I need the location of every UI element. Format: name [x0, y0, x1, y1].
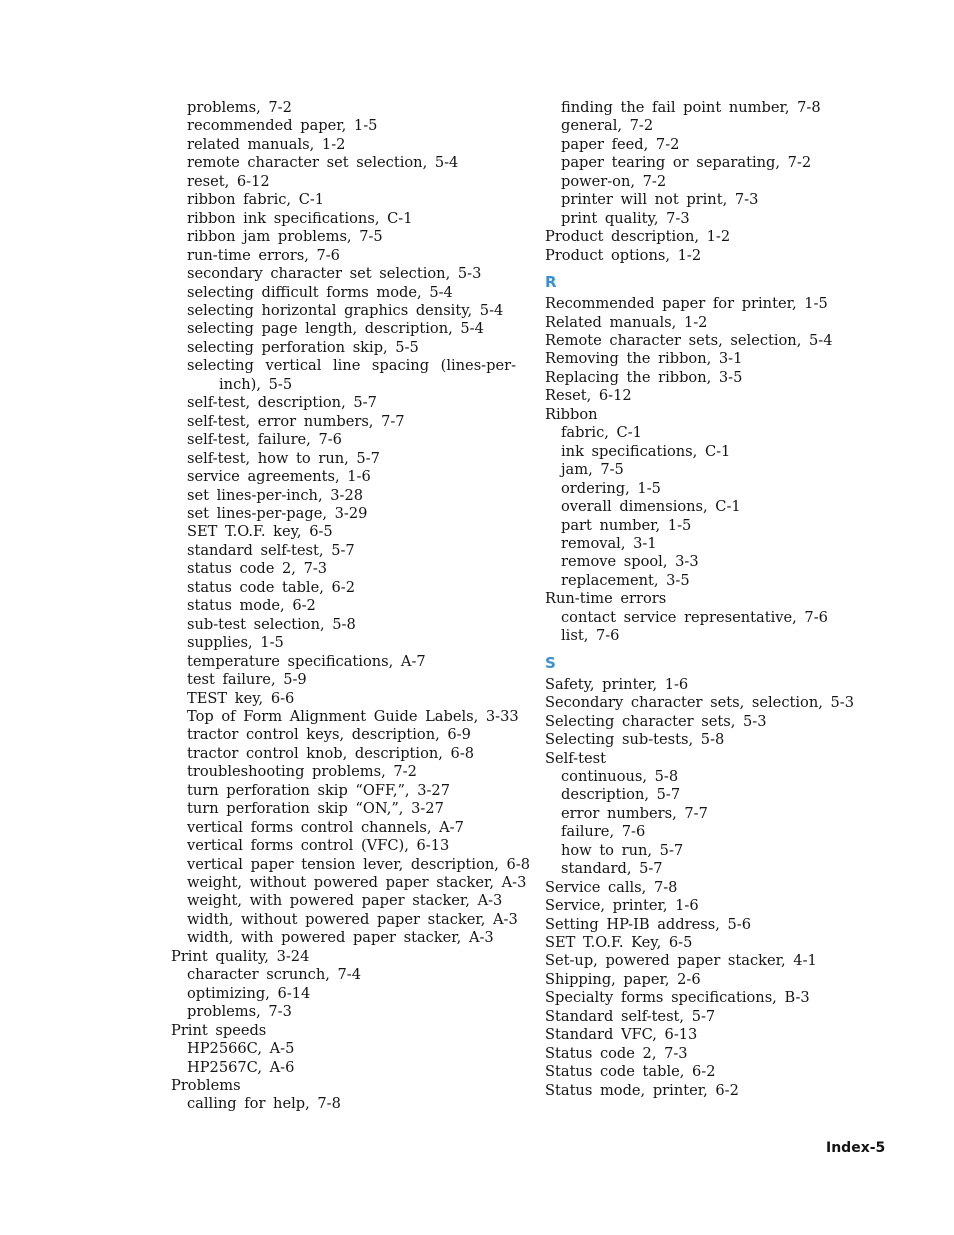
index-column-left [171, 99, 531, 1114]
index-subentry: ink specifications, C-1 [561, 442, 731, 460]
index-entry: Ribbon [545, 405, 598, 423]
index-subentry: reset, 6-12 [187, 172, 270, 190]
index-subentry: status code 2, 7-3 [187, 560, 328, 578]
index-subentry: overall dimensions, C-1 [561, 498, 741, 516]
index-subentry: selecting vertical line spacing (lines-per-inch), 5-5 [187, 357, 516, 393]
index-subentry: selecting difficult forms mode, 5-4 [187, 283, 453, 301]
index-subentry: problems, 7-2 [187, 99, 292, 116]
index-entry: Setting HP-IB address, 5-6 [545, 915, 751, 933]
index-subentry: test failure, 5-9 [187, 671, 307, 689]
index-subentry: calling for help, 7-8 [187, 1095, 341, 1113]
index-subentry: part number, 1-5 [561, 516, 692, 534]
index-subentry: character scrunch, 7-4 [187, 966, 362, 984]
index-subentry: standard self-test, 5-7 [187, 541, 355, 559]
index-subentry: power-on, 7-2 [561, 172, 667, 190]
index-column-right [545, 99, 854, 1100]
index-entry: Product options, 1-2 [545, 246, 702, 264]
index-subentry: removal, 3-1 [561, 534, 657, 552]
index-subentry: selecting perforation skip, 5-5 [187, 338, 419, 356]
index-subentry: selecting page length, description, 5-4 [187, 320, 484, 338]
index-entry: Secondary character sets, selection, 5-3 [545, 694, 854, 712]
index-subentry: paper feed, 7-2 [561, 135, 680, 153]
index-subentry: error numbers, 7-7 [561, 804, 708, 822]
index-subentry: run-time errors, 7-6 [187, 246, 340, 264]
index-subentry: how to run, 5-7 [561, 841, 684, 859]
page-number: Index-5 [826, 1140, 886, 1156]
index-subentry: tractor control keys, description, 6-9 [187, 726, 471, 744]
index-entry: Selecting sub-tests, 5-8 [545, 731, 725, 749]
index-subentry: print quality, 7-3 [561, 209, 690, 227]
index-subentry: set lines-per-page, 3-29 [187, 504, 368, 522]
index-subentry: selecting horizontal graphics density, 5-4 [187, 301, 504, 319]
index-subentry: ribbon ink specifications, C-1 [187, 209, 413, 227]
index-entry: Remote character sets, selection, 5-4 [545, 331, 833, 349]
index-subentry: paper tearing or separating, 7-2 [561, 154, 812, 172]
index-subentry: HP2566C, A-5 [187, 1040, 295, 1058]
index-entry: Specialty forms specifications, B-3 [545, 989, 810, 1007]
index-subentry: vertical paper tension lever, description, 6-8 [187, 855, 531, 873]
index-subentry: jam, 7-5 [561, 461, 624, 479]
index-entry: Set-up, powered paper stacker, 4-1 [545, 952, 817, 970]
index-subentry: SET T.O.F. key, 6-5 [187, 523, 333, 541]
index-entry: Replacing the ribbon, 3-5 [545, 368, 743, 386]
index-entry: Related manuals, 1-2 [545, 313, 708, 331]
index-subentry: tractor control knob, description, 6-8 [187, 744, 475, 762]
section-letter-r: R [545, 273, 557, 292]
index-subentry: weight, with powered paper stacker, A-3 [187, 892, 503, 910]
index-subentry: status mode, 6-2 [187, 597, 316, 615]
index-subentry: fabric, C-1 [561, 424, 642, 442]
section-letter-s: S [545, 653, 556, 672]
index-entry: Run-time errors [545, 590, 667, 608]
index-subentry: self-test, error numbers, 7-7 [187, 412, 405, 430]
index-subentry: width, without powered paper stacker, A-3 [187, 910, 518, 928]
index-entry: Removing the ribbon, 3-1 [545, 350, 743, 368]
index-subentry: remote character set selection, 5-4 [187, 154, 459, 172]
index-subentry: weight, without powered paper stacker, A-3 [187, 874, 527, 892]
index-entry: Print quality, 3-24 [171, 947, 310, 965]
index-subentry: turn perforation skip “OFF,”, 3-27 [187, 781, 451, 799]
index-subentry: standard, 5-7 [561, 860, 663, 878]
index-subentry: secondary character set selection, 5-3 [187, 265, 482, 283]
index-entry: Recommended paper for printer, 1-5 [545, 295, 828, 313]
index-subentry: vertical forms control channels, A-7 [187, 818, 464, 836]
index-subentry: printer will not print, 7-3 [561, 191, 759, 209]
index-subentry: TEST key, 6-6 [187, 689, 295, 707]
index-subentry: self-test, failure, 7-6 [187, 431, 342, 449]
index-subentry: vertical forms control (VFC), 6-13 [187, 837, 450, 855]
index-entry: SET T.O.F. Key, 6-5 [545, 934, 693, 952]
index-subentry: finding the fail point number, 7-8 [561, 99, 821, 116]
index-entry: Standard self-test, 5-7 [545, 1007, 716, 1025]
index-subentry: self-test, description, 5-7 [187, 394, 377, 412]
index-subentry: list, 7-6 [561, 627, 620, 645]
index-subentry: continuous, 5-8 [561, 767, 679, 785]
index-entry: Self-test [545, 749, 606, 767]
index-subentry: general, 7-2 [561, 117, 654, 135]
index-subentry: replacement, 3-5 [561, 571, 690, 589]
index-entry: Status code table, 6-2 [545, 1063, 716, 1081]
index-subentry: problems, 7-3 [187, 1003, 292, 1021]
index-subentry: description, 5-7 [561, 786, 681, 804]
index-entry: Product description, 1-2 [545, 228, 731, 246]
index-entry: Problems [171, 1077, 241, 1095]
index-subentry: width, with powered paper stacker, A-3 [187, 929, 494, 947]
index-entry: Service calls, 7-8 [545, 878, 678, 896]
index-entry: Standard VFC, 6-13 [545, 1026, 698, 1044]
index-subentry: sub-test selection, 5-8 [187, 615, 356, 633]
index-entry: Print speeds [171, 1021, 267, 1039]
index-subentry: HP2567C, A-6 [187, 1058, 295, 1076]
index-subentry: turn perforation skip “ON,”, 3-27 [187, 800, 444, 818]
index-subentry: Top of Form Alignment Guide Labels, 3-33 [187, 707, 519, 725]
index-subentry: related manuals, 1-2 [187, 135, 346, 153]
index-entry: Selecting character sets, 5-3 [545, 712, 767, 730]
index-subentry: remove spool, 3-3 [561, 553, 699, 571]
index-entry: Status mode, printer, 6-2 [545, 1081, 739, 1099]
index-subentry: ordering, 1-5 [561, 479, 661, 497]
index-subentry: ribbon jam problems, 7-5 [187, 228, 383, 246]
index-subentry: self-test, how to run, 5-7 [187, 449, 380, 467]
index-subentry: failure, 7-6 [561, 823, 646, 841]
index-entry: Service, printer, 1-6 [545, 897, 699, 915]
index-subentry: status code table, 6-2 [187, 578, 356, 596]
index-subentry: temperature specifications, A-7 [187, 652, 426, 670]
index-subentry: supplies, 1-5 [187, 634, 284, 652]
index-entry: Shipping, paper, 2-6 [545, 970, 701, 988]
index-subentry: service agreements, 1-6 [187, 468, 371, 486]
index-subentry: ribbon fabric, C-1 [187, 191, 325, 209]
index-entry: Safety, printer, 1-6 [545, 675, 689, 693]
index-subentry: set lines-per-inch, 3-28 [187, 486, 364, 504]
index-subentry: contact service representative, 7-6 [561, 608, 828, 626]
index-subentry: troubleshooting problems, 7-2 [187, 763, 417, 781]
index-subentry: optimizing, 6-14 [187, 984, 311, 1002]
index-entry: Status code 2, 7-3 [545, 1044, 688, 1062]
index-entry: Reset, 6-12 [545, 387, 632, 405]
index-subentry: recommended paper, 1-5 [187, 117, 378, 135]
